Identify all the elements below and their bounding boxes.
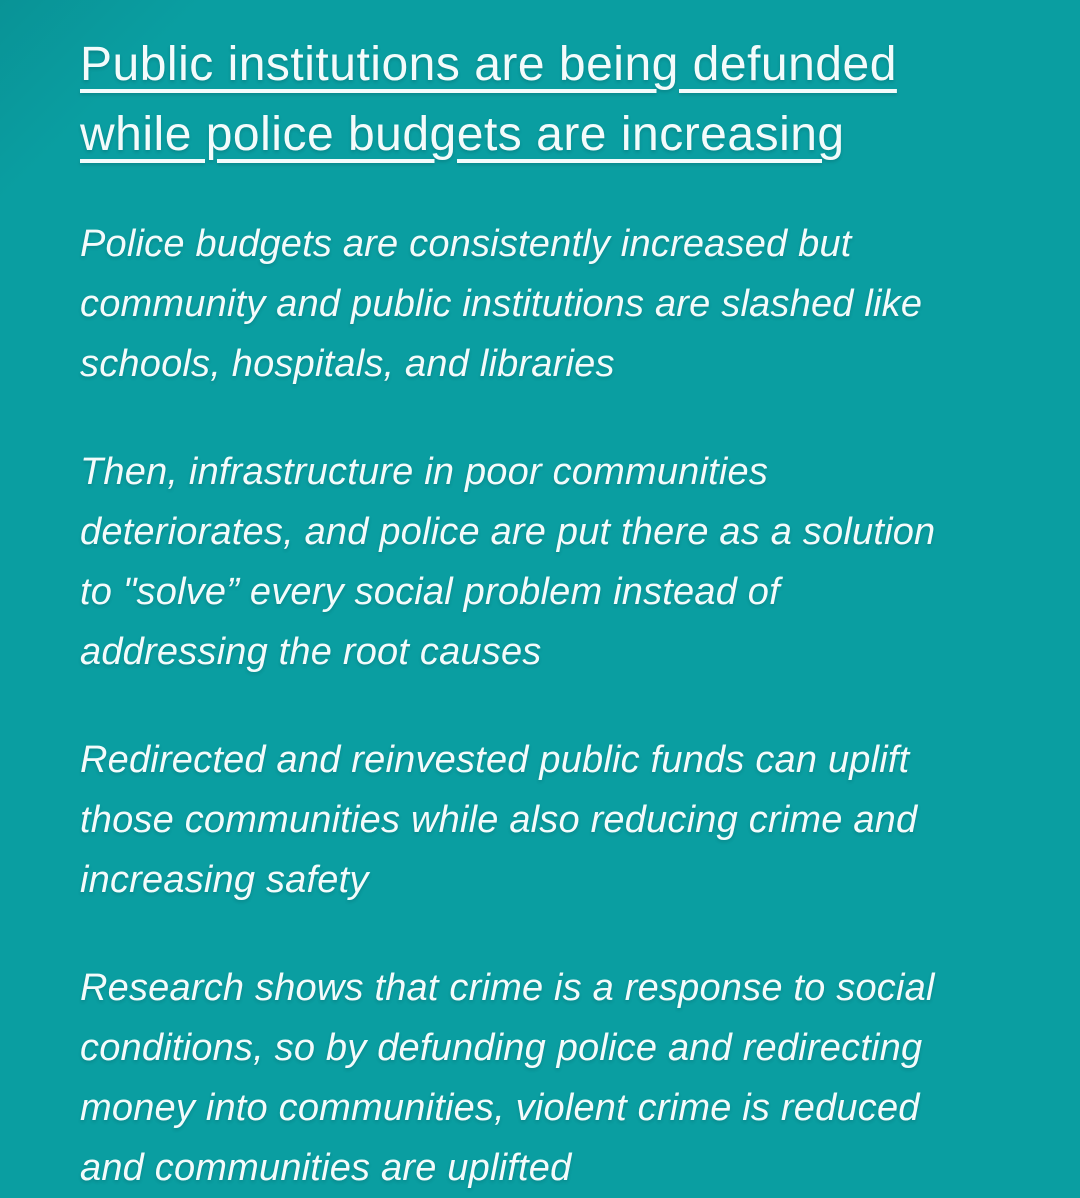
text-line: Research shows that crime is a response to social	[80, 967, 935, 1009]
paragraph-research	[80, 958, 1020, 1198]
text-line: and communities are uplifted	[80, 1147, 572, 1189]
text-line: those communities while also reducing crime and	[80, 799, 918, 841]
title-line: while police budgets are increasing	[80, 108, 845, 161]
text-line: conditions, so by defunding police and redirecting	[80, 1027, 923, 1069]
text-line: schools, hospitals, and libraries	[80, 343, 615, 385]
text-line: money into communities, violent crime is reduced	[80, 1087, 920, 1129]
text-line: Then, infrastructure in poor communities	[80, 451, 769, 493]
title-line: Public institutions are being defunded	[80, 38, 897, 91]
page-title	[80, 30, 1020, 170]
paragraph-police-budgets	[80, 214, 1020, 394]
text-line: addressing the root causes	[80, 631, 542, 673]
paragraph-infrastructure	[80, 442, 1020, 682]
text-line: deteriorates, and police are put there as a solution	[80, 511, 936, 553]
text-line: increasing safety	[80, 859, 369, 901]
text-line: to "solve” every social problem instead of	[80, 571, 780, 613]
text-line: Redirected and reinvested public funds can uplift	[80, 739, 910, 781]
text-line: community and public institutions are slashed like	[80, 283, 923, 325]
text-line: Police budgets are consistently increased but	[80, 223, 852, 265]
paragraph-reinvested-funds	[80, 730, 1020, 910]
